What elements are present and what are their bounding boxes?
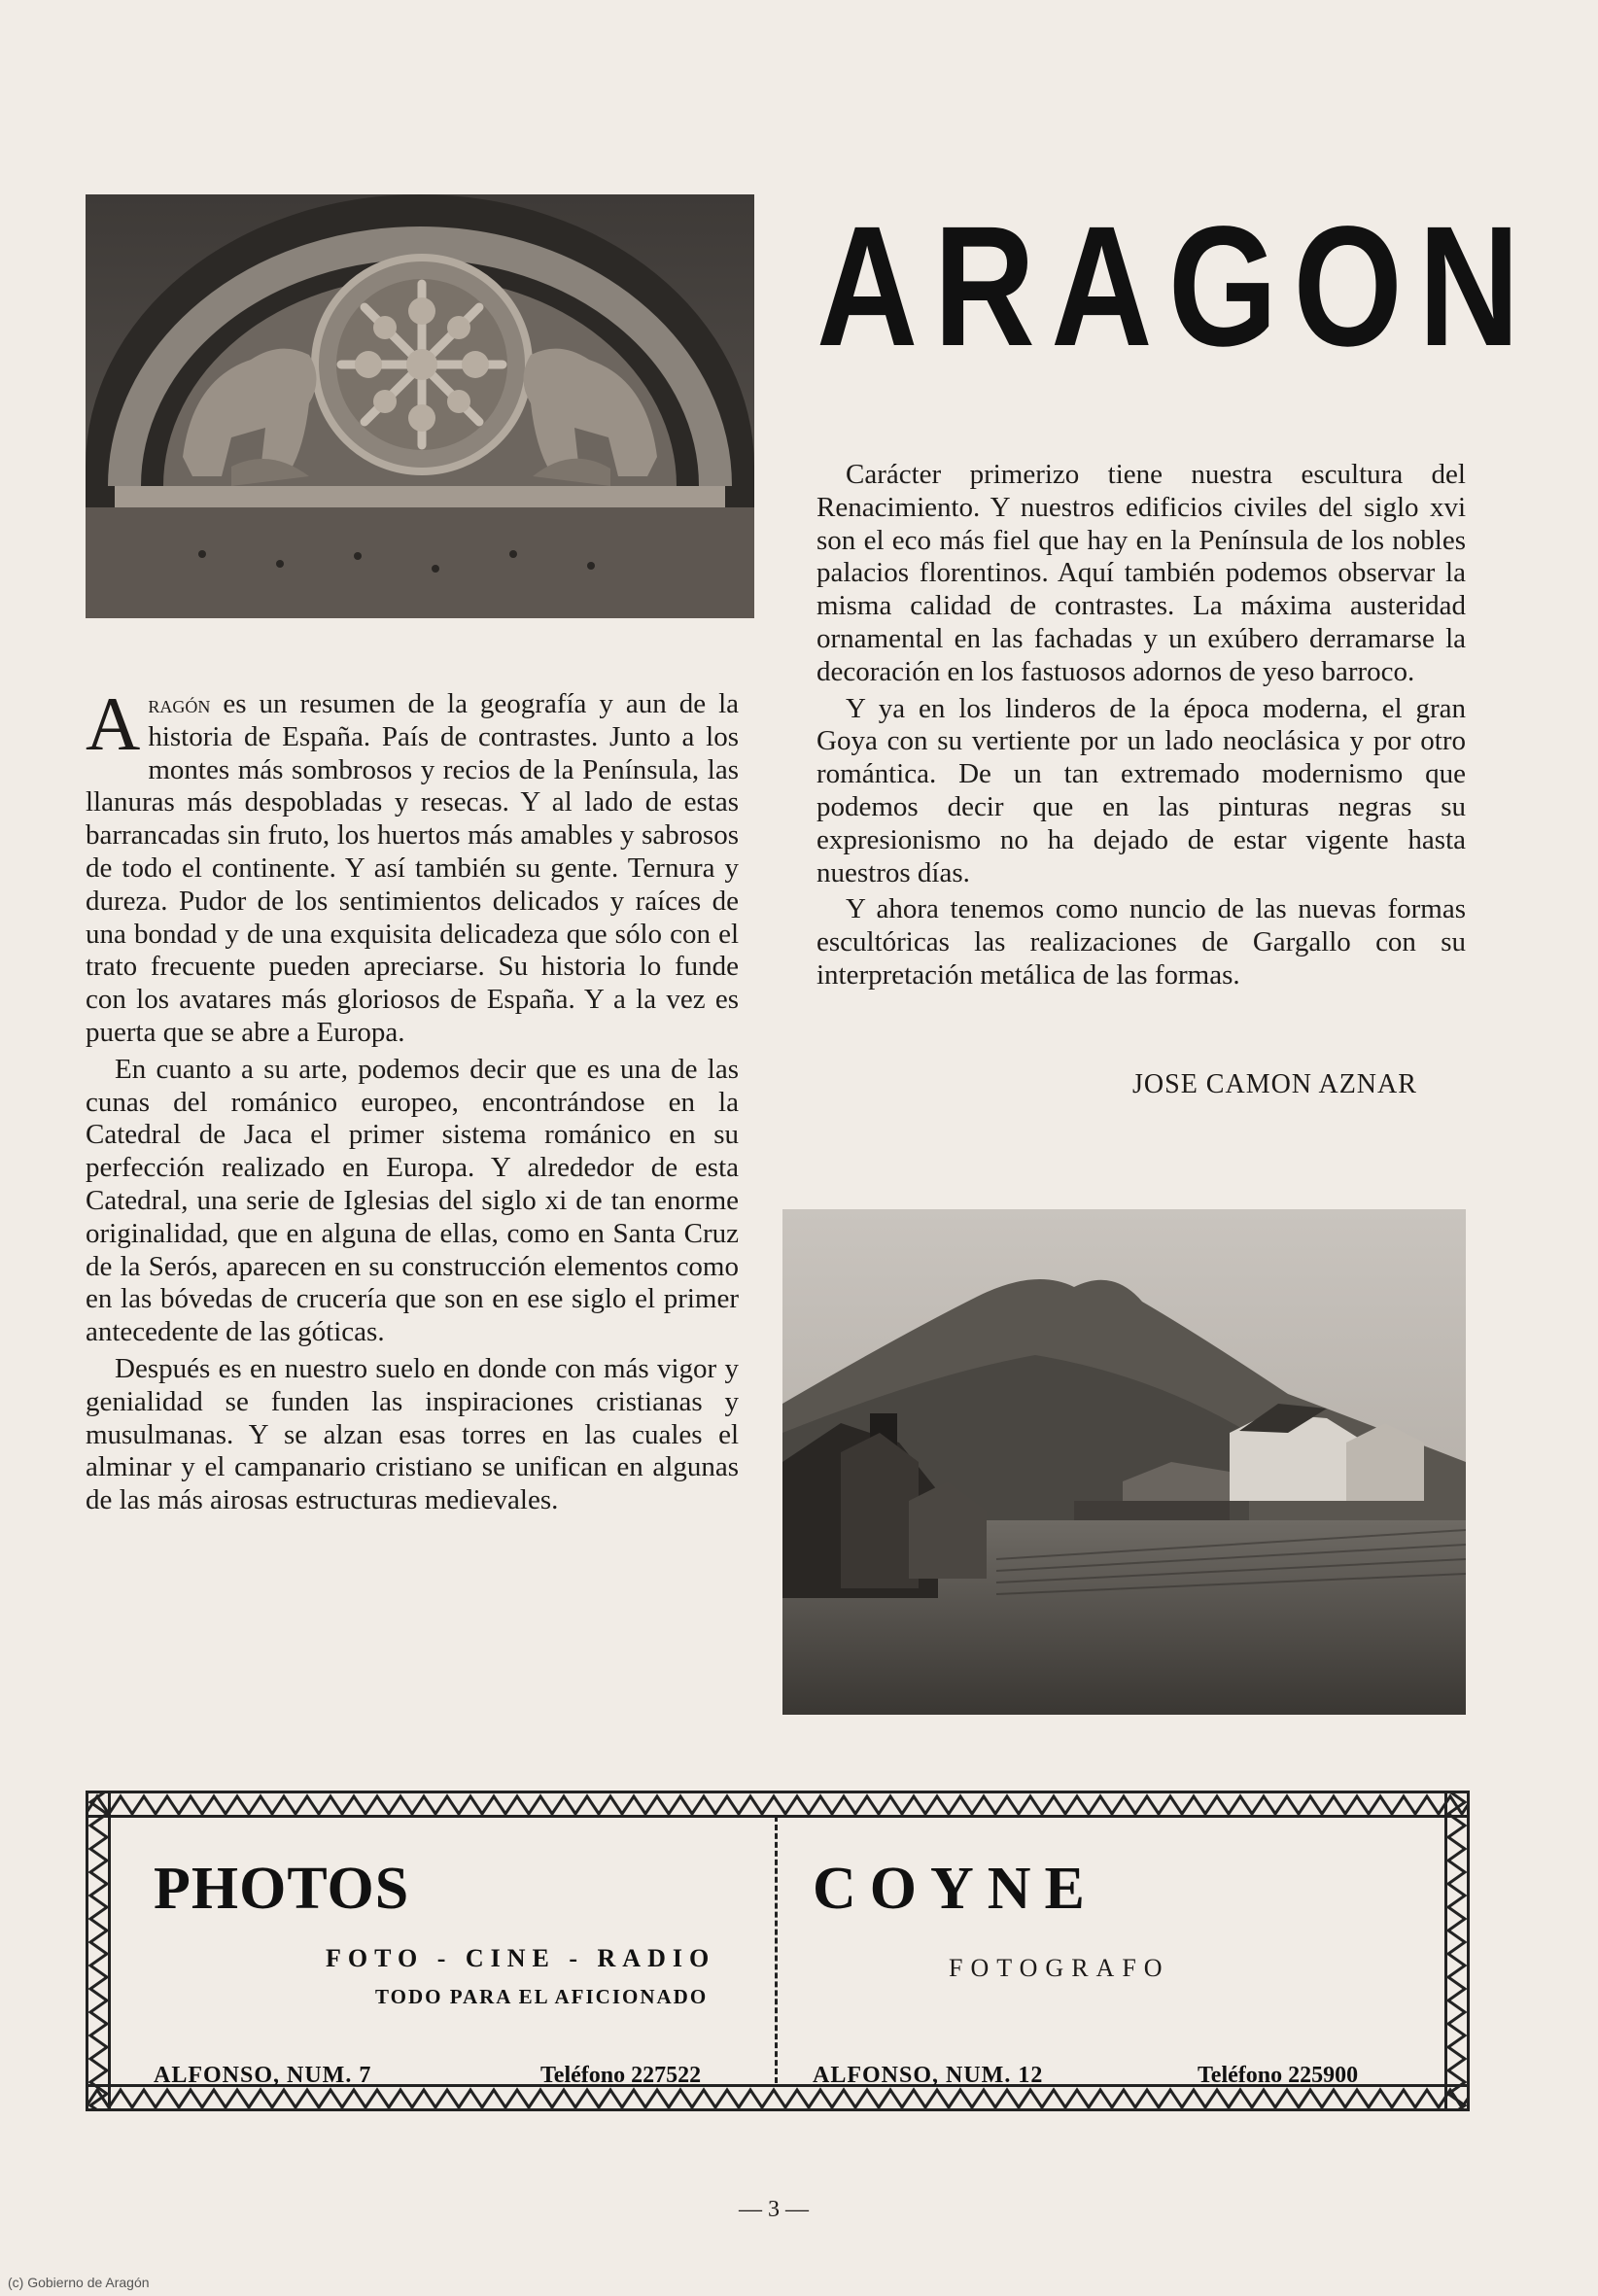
zigzag-border-left bbox=[86, 1791, 111, 2111]
author-byline: JOSE CAMON AZNAR bbox=[1132, 1069, 1417, 1099]
ad-coyne-name: COYNE bbox=[813, 1856, 1098, 1922]
page-number: — 3 — bbox=[739, 2197, 809, 2222]
right-column bbox=[816, 459, 1466, 992]
ad-coyne-phone: Teléfono 225900 bbox=[1198, 2063, 1359, 2088]
zigzag-border-right bbox=[1444, 1791, 1470, 2111]
ad-coyne-address: ALFONSO, NUM. 12 bbox=[813, 2063, 1044, 2088]
dropcap: A bbox=[86, 681, 141, 766]
tympanum-photo bbox=[86, 194, 754, 618]
zigzag-border-top bbox=[86, 1791, 1470, 1818]
paragraph-2: En cuanto a su arte, podemos decir que es una de las cunas del románico europeo, encontrándose en la Catedral de Jaca el primer sistema románico en su perfección realizado en Europa. Y alrededor de esta Catedral, una serie de Iglesias del siglo xi de tan enorme originalidad, que en alguna de ellas, como en Santa Cruz de la Serós, aparecen en su construcción elementos como en las bóvedas de crucería que son en ese siglo el primer antecedente de las góticas. bbox=[86, 1053, 739, 1348]
copyright-credit: (c) Gobierno de Aragón bbox=[8, 2275, 150, 2290]
article-title: ARAGON bbox=[816, 191, 1536, 382]
ad-photos-tagline: TODO PARA EL AFICIONADO bbox=[375, 1985, 709, 2008]
right-paragraph-3: Y ahora tenemos como nuncio de las nuevas formas escultóricas las realizaciones de Gargallo con su interpretación metálica de las formas. bbox=[816, 893, 1466, 991]
ad-divider bbox=[775, 1816, 778, 2083]
left-column bbox=[86, 681, 739, 1517]
ad-coyne-profession: FOTOGRAFO bbox=[949, 1954, 1170, 1982]
right-paragraph-2: Y ya en los linderos de la época moderna, el gran Goya con su vertiente por un lado neoclásica y por otro romántica. De un tan extremado modernismo que podemos decir que en las pinturas negras su expresionismo no ha dejado de estar vigente hasta nuestros días. bbox=[816, 692, 1466, 888]
right-paragraph-1: Carácter primerizo tiene nuestra escultura del Renacimiento. Y nuestros edificios civiles del siglo xvi son el eco más fiel que hay en la Península de los nobles palacios florentinos. Aquí también podemos observar la misma calidad de contrastes. La máxima austeridad ornamental en las fachadas y un exúbero derramarse la decoración en los fastuosos adornos de yeso barroco. bbox=[816, 459, 1466, 687]
lead-word: ragón bbox=[148, 690, 211, 718]
ad-photos-address: ALFONSO, NUM. 7 bbox=[154, 2063, 372, 2088]
ad-photos-services: FOTO - CINE - RADIO bbox=[326, 1944, 716, 1972]
paragraph-1 bbox=[86, 681, 739, 1050]
ad-photos-phone: Teléfono 227522 bbox=[540, 2063, 702, 2088]
paragraph-3: Después es en nuestro suelo en donde con más vigor y genialidad se funden las inspiraciones cristianas y musulmanas. Y se alzan esas torres en las cuales el alminar y el campanario cristiano se unifican en algunas de las más airosas estructuras medievales. bbox=[86, 1352, 739, 1516]
village-landscape-photo bbox=[782, 1209, 1466, 1715]
ad-photos-name: PHOTOS bbox=[154, 1856, 410, 1922]
paragraph-1-text: es un resumen de la geografía y aun de la historia de España. País de contrastes. Junto a los montes más sombrosos y recios de la Península, las llanuras más despobladas y resecas. Y al lado de estas barrancadas sin fruto, los huertos más amables y sabrosos de todo el continente. Y así también su gente. Ternura y dureza. Pudor de los sentimientos delicados y raíces de una bondad y de una exquisita delicadeza que sólo con el trato frecuente pueden apreciarse. Su historia lo funde con los avatares más gloriosos de España. Y a la vez es puerta que se abre a Europa. bbox=[86, 688, 739, 1048]
